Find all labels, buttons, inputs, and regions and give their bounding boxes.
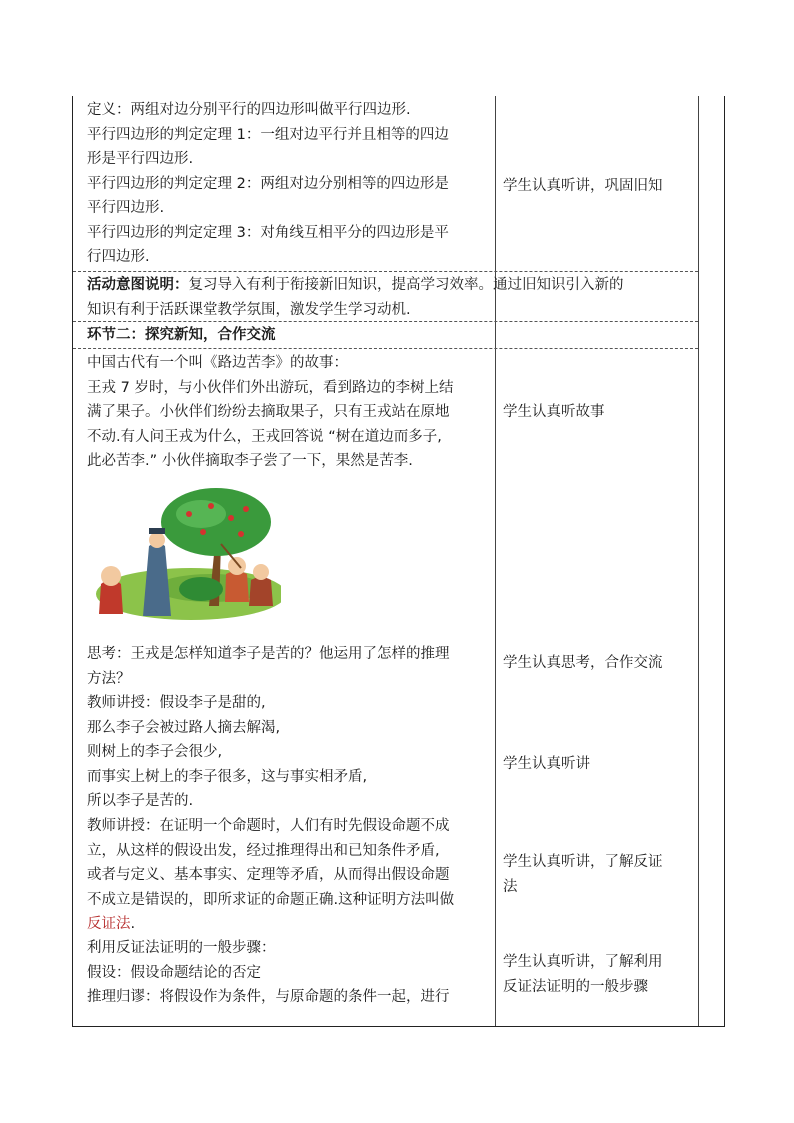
text-line: 反证法证明的一般步骤	[503, 978, 648, 995]
text-line: 此必苦李.” 小伙伴摘取李子尝了一下，果然是苦李.	[87, 453, 413, 469]
text-line: 平行四边形的判定定理 1：一组对边平行并且相等的四边	[87, 126, 449, 143]
text-line: 平行四边形的判定定理 2：两组对边分别相等的四边形是	[87, 175, 449, 192]
think-right-cell	[503, 651, 663, 676]
child-head	[149, 532, 165, 548]
text-line: 利用反证法证明的一般步骤：	[87, 940, 276, 956]
review-right-cell	[503, 174, 663, 199]
story-left-cell	[87, 351, 453, 474]
friend-head	[253, 564, 269, 580]
teach1-right-cell	[503, 752, 590, 777]
text-line: 平行四边形.	[87, 200, 165, 216]
text-line: 法	[503, 878, 518, 895]
text-line: 学生认真听讲，了解利用	[503, 954, 663, 970]
text-line: .	[130, 916, 136, 932]
section-title: 环节二：探究新知，合作交流	[87, 327, 276, 343]
text-line: 学生认真思考，合作交流	[503, 655, 663, 671]
text-line: 所以李子是苦的.	[87, 793, 194, 809]
teach2-right-cell	[503, 850, 663, 899]
bush	[179, 577, 223, 601]
child-figure	[143, 543, 171, 616]
text-line: 那么李子会被过路人摘去解渴,	[87, 719, 281, 736]
text-line: 定义：两组对边分别平行的四边形叫做平行四边形.	[87, 102, 411, 118]
story-right-cell	[503, 400, 605, 425]
friend-figure	[225, 571, 249, 602]
row-divider	[73, 348, 698, 349]
text-line: 平行四边形的判定定理 3：对角线互相平分的四边形是平	[87, 224, 449, 241]
term-highlight: 反证法	[87, 916, 131, 932]
text-line: 学生认真听故事	[503, 404, 605, 420]
friend-head	[101, 566, 121, 586]
column-divider	[495, 96, 496, 1026]
story-illustration	[91, 484, 281, 626]
steps-left-cell	[87, 936, 450, 1010]
text-line: 则树上的李子会很少,	[87, 744, 223, 760]
text-line: 而事实上树上的李子很多，这与事实相矛盾,	[87, 768, 368, 785]
text-line: 学生认真听讲	[503, 756, 590, 772]
text-line: 教师讲授：在证明一个命题时，人们有时先假设命题不成	[87, 818, 450, 834]
steps-right-cell	[503, 950, 663, 999]
text-line: 满了果子。小伙伴们纷纷去摘取果子，只有王戎站在原地	[87, 404, 450, 420]
text-line: 不动.有人问王戎为什么，王戎回答说 “树在道边而多子,	[87, 428, 442, 445]
text-line: 立，从这样的假设出发，经过推理得出和已知条件矛盾,	[87, 842, 440, 859]
teach2-left-cell	[87, 814, 454, 937]
text-line: 行四边形.	[87, 249, 150, 265]
intent-label: 活动意图说明：	[87, 277, 189, 293]
text-line: 方法？	[87, 670, 131, 687]
text-line: 中国古代有一个叫《路边苦李》的故事：	[87, 355, 348, 371]
text-line: 推理归谬：将假设作为条件，与原命题的条件一起，进行	[87, 989, 450, 1005]
tree-leaves-highlight	[176, 500, 226, 528]
text-line: 形是平行四边形.	[87, 151, 194, 167]
text-line: 思考：王戎是怎样知道李子是苦的？他运用了怎样的推理	[87, 646, 450, 662]
text-line: 不成立是错误的，即所求证的命题正确.这种证明方法叫做	[87, 891, 455, 908]
text-line: 知识有利于活跃课堂教学氛围，激发学生学习动机.	[87, 301, 411, 318]
think-left-cell	[87, 642, 450, 691]
row-divider	[73, 271, 698, 272]
text-line: 学生认真听讲，巩固旧知	[503, 178, 663, 194]
intent-cell	[87, 273, 624, 322]
lesson-table	[72, 96, 725, 1027]
teach1-left-cell	[87, 691, 367, 814]
text-line: 假设：假设命题结论的否定	[87, 964, 261, 981]
text-line: 复习导入有利于衔接新旧知识，提高学习效率。通过旧知识引入新的	[188, 277, 624, 293]
review-left-cell	[87, 98, 449, 270]
text-line: 或者与定义、基本事实、定理等矛盾，从而得出假设命题	[87, 867, 450, 883]
friend-figure	[249, 577, 273, 606]
margin-column-divider	[698, 96, 699, 1026]
text-line: 王戎 7 岁时，与小伙伴们外出游玩，看到路边的李树上结	[87, 379, 454, 396]
text-line: 教师讲授：假设李子是甜的,	[87, 695, 266, 711]
friend-head	[228, 557, 246, 575]
text-line: 学生认真听讲，了解反证	[503, 854, 663, 870]
